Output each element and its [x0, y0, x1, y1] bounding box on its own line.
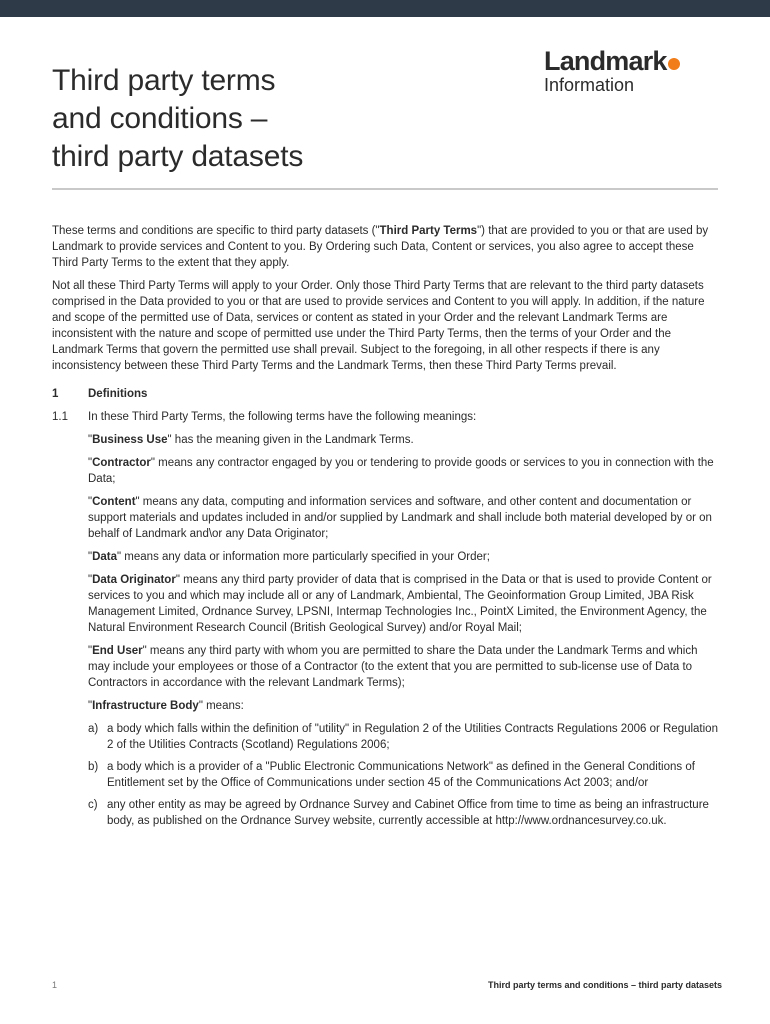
list-item-text: any other entity as may be agreed by Ordnance Survey and Cabinet Office from time to time as being an infrastructure body, as published on the Ordnance Survey website, currently accessible at http://www.ordnancesurvey.co.uk. — [107, 799, 709, 827]
logo-subtitle: Information — [544, 75, 635, 95]
footer-title: Third party terms and conditions – third party datasets — [487, 980, 722, 990]
title-divider — [52, 188, 718, 190]
definitions-list — [88, 432, 718, 829]
definition-term: Data — [92, 551, 118, 563]
title-line-3: third party datasets — [52, 140, 304, 173]
title-line-2: and conditions – — [52, 102, 268, 135]
logo-dot-icon — [668, 58, 680, 70]
definition-item: "Data" means any data or information more particularly specified in your Order; — [88, 551, 490, 563]
section-number: 1 — [52, 388, 59, 400]
title-line-1: Third party terms — [52, 64, 276, 97]
intro-paragraph-1 — [52, 223, 718, 271]
clause-1-1 — [52, 409, 718, 425]
intro-paragraph-2: Not all these Third Party Terms will apply to your Order. Only those Third Party Terms that are relevant to the third party datasets comprised in the Data provided to you or that are used to provide services and Content to you will apply. In addition, if the nature and scope of the permitted use of Data, services or content as stated in your Order and the relevant Landmark Terms are inconsistent with the nature and scope of permitted use under the Third Party Terms, then the terms of your Order and the Landmark Terms that govern the permitted use shall prevail. Subject to the foregoing, in all other respects if there is any inconsistency between these Third Party Terms and the Landmark Terms, then these Third Party Terms prevail. — [52, 280, 705, 372]
list-item — [88, 759, 718, 791]
definition-term: Business Use — [92, 434, 168, 446]
list-item-label: c) — [88, 799, 98, 811]
page-title — [52, 62, 303, 176]
definition-term: Data Originator — [92, 574, 176, 586]
intro-p1-text-a: These terms and conditions are specific to third party datasets (" — [52, 225, 380, 237]
section-title: Definitions — [88, 388, 148, 400]
infrastructure-body-list — [88, 721, 718, 829]
definition-item: "Contractor" means any contractor engaged by you or tendering to provide goods or services to you in connection with the Data; — [88, 457, 714, 485]
definition-item: "Data Originator" means any third party provider of data that is comprised in the Data or that is used to provide Content or services to you and which may include all or any of Landmark, Ambiental, The Geoinformation Group Limited, JBA Risk Management Limited, Ordnance Survey, LPSNI, Intermap Technologies Inc., PointX Limited, the Environment Agency, the Natural Environment Research Council (British Geological Survey) and/or Royal Mail; — [88, 574, 712, 634]
definition-item: "Infrastructure Body" means: — [88, 700, 244, 712]
clause-number: 1.1 — [52, 411, 68, 423]
list-item-text: a body which falls within the definition of "utility" in Regulation 2 of the Utilities Contracts Regulations 2006 or Regulation 2 of the Utilities Contracts (Scotland) Regulations 2006; — [107, 723, 718, 751]
definition-term: Content — [92, 496, 136, 508]
intro-p1-text-b: ") that are provided to you or that are used by Landmark to provide services and Content to you. By Ordering such Data, Content or services, you also agree to accept these Third Party Terms to the extent that they apply. — [52, 225, 709, 269]
definition-item: "Content" means any data, computing and information services and software, and other content and documentation or support materials and updates included in and/or supplied by Landmark and shall include both material developed by or on behalf of Landmark and\or any Data Originator; — [88, 496, 712, 540]
top-bar — [0, 0, 770, 17]
definition-term: End User — [92, 645, 143, 657]
list-item-label: a) — [88, 723, 99, 735]
intro-p1-bold-term: Third Party Terms — [379, 225, 478, 237]
logo-wordmark: Landmark — [544, 46, 667, 76]
clause-text: In these Third Party Terms, the following terms have the following meanings: — [88, 411, 477, 423]
definition-item: "End User" means any third party with whom you are permitted to share the Data under the Landmark Terms and which may include your employees or those of a Contractor (to the extent that you are permitted to sub-license use of Data to Contractors in accordance with the relevant Landmark Terms); — [88, 645, 698, 689]
section-heading — [52, 386, 718, 402]
list-item — [88, 797, 718, 829]
list-item-text: a body which is a provider of a "Public Electronic Communications Network" as defined in the General Conditions of Entitlement set by the Office of Communications under section 45 of the Communications Act 2003; and/or — [107, 761, 695, 789]
landmark-logo — [544, 46, 724, 95]
definition-item: "Business Use" has the meaning given in the Landmark Terms. — [88, 434, 414, 446]
definition-term: Contractor — [92, 457, 151, 469]
definition-term: Infrastructure Body — [92, 700, 199, 712]
list-item — [88, 721, 718, 753]
list-item-label: b) — [88, 761, 99, 773]
document-body — [52, 223, 718, 835]
page-number: 1 — [52, 980, 58, 990]
